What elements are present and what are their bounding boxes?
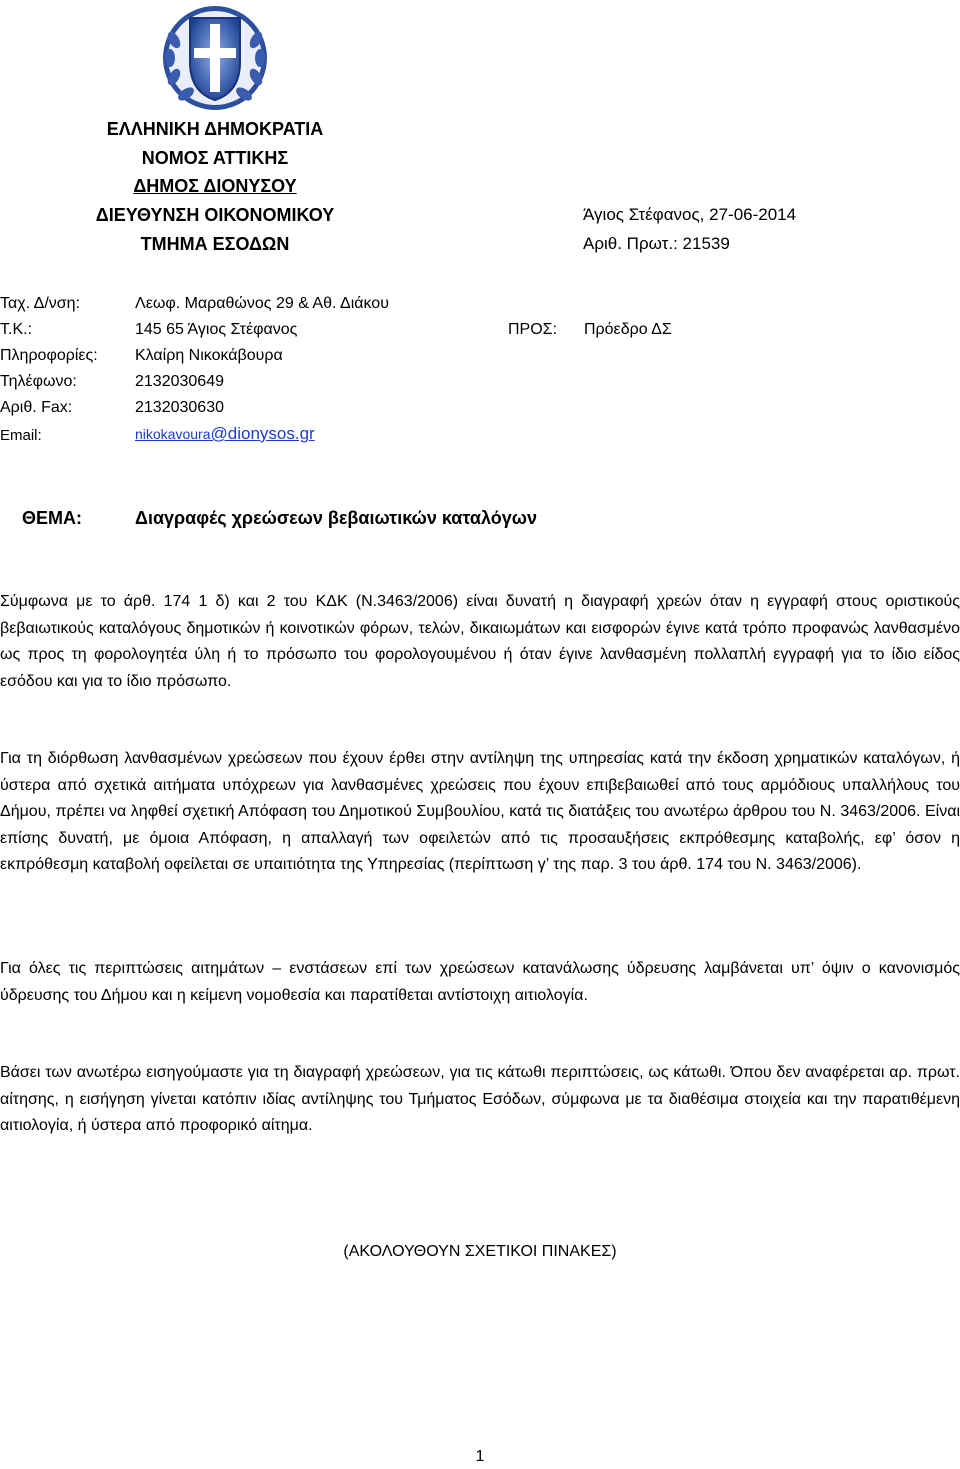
- recipient-label: ΠΡΟΣ:: [508, 321, 558, 338]
- page-number: 1: [475, 1448, 485, 1465]
- address-label: Ταχ. Δ/νση:: [0, 295, 81, 312]
- subject-label: ΘΕΜΑ:: [22, 508, 82, 528]
- protocol-number: Αριθ. Πρωτ.: 21539: [583, 234, 730, 253]
- email-link[interactable]: [135, 421, 315, 447]
- postcode-value: 145 65 Άγιος Στέφανος: [135, 321, 298, 338]
- email-user: nikokavoura: [135, 426, 211, 442]
- body-paragraph-4: Βάσει των ανωτέρω εισηγούμαστε για τη διαγραφή χρεώσεων, για τις κάτωθι περιπτώσεις, ως κάτωθι. Όπου δεν αναφέρεται αρ. πρωτ. αίτησης, η εισήγηση γίνεται κατόπιν ιδίας αντίληψης του Τμήματος Εσόδων, σύμφωνα με τα διαθέσιμα στοιχεία και την παρατιθέμενη αιτιολογία, ή ύστερα από προφορικό αίτημα.: [0, 1064, 960, 1134]
- postcode-label: Τ.Κ.:: [0, 321, 33, 338]
- body-paragraph-2: Για τη διόρθωση λανθασμένων χρεώσεων που έχουν έρθει στην αντίληψη της υπηρεσίας κατά την έκδοση χρηματικών καταλόγων, ή ύστερα από σχετικά αιτήματα υπόχρεων για λανθασμένες χρεώσεις που έχουν επιβεβαιωθεί από τους αρμόδιους υπαλλήλους του Δήμου, πρέπει να ληφθεί σχετική Απόφαση του Δημοτικού Συμβουλίου, κατά τις διατάξεις του ανωτέρω άρθρου του Ν. 3463/2006. Είναι επίσης δυνατή, με όμοια Απόφαση, η απαλλαγή των οφειλετών από τις προσαυξήσεις εκπρόθεσμης καταβολής, εφ’ όσον η εκπρόθεσμη καταβολή οφείλεται σε υπαιτιότητα της Υπηρεσίας (περίπτωση γ’ της παρ. 3 του άρθ. 174 του Ν. 3463/2006).: [0, 750, 960, 873]
- place-date: Άγιος Στέφανος, 27-06-2014: [583, 205, 797, 224]
- phone-value: 2132030649: [135, 373, 224, 390]
- address-value: Λεωφ. Μαραθώνος 29 & Αθ. Διάκου: [135, 295, 389, 312]
- fax-value: 2132030630: [135, 399, 224, 416]
- recipient-value: Πρόεδρο ΔΣ: [584, 321, 672, 338]
- header-department: ΤΜΗΜΑ ΕΣΟΔΩΝ: [140, 234, 290, 254]
- body-paragraph-3: Για όλες τις περιπτώσεις αιτημάτων – ενστάσεων επί των χρεώσεων κατανάλωσης ύδρευσης λαμβάνεται υπ’ όψιν ο κανονισμός ύδρευσης του Δήμου και η κείμενη νομοθεσία και παρατίθεται αντίστοιχη αιτιολογία.: [0, 960, 960, 1004]
- header-municipality: ΔΗΜΟΣ ΔΙΟΝΥΣΟΥ: [133, 176, 297, 196]
- fax-label: Αριθ. Fax:: [0, 399, 73, 416]
- phone-label: Τηλέφωνο:: [0, 373, 77, 390]
- subject-value: Διαγραφές χρεώσεων βεβαιωτικών καταλόγων: [135, 508, 537, 528]
- greek-republic-emblem-icon: [160, 0, 270, 112]
- tables-note: (ΑΚΟΛΟΥΘΟΥΝ ΣΧΕΤΙΚΟΙ ΠΙΝΑΚΕΣ): [343, 1243, 617, 1260]
- email-domain: @dionysos.gr: [210, 424, 315, 443]
- header-republic: ΕΛΛΗΝΙΚΗ ΔΗΜΟΚΡΑΤΙΑ: [106, 119, 324, 139]
- header-directorate: ΔΙΕΥΘΥΝΣΗ ΟΙΚΟΝΟΜΙΚΟΥ: [95, 205, 335, 225]
- contact-label: Πληροφορίες:: [0, 347, 98, 364]
- body-paragraph-1: Σύμφωνα με το άρθ. 174 1 δ) και 2 του ΚΔΚ (Ν.3463/2006) είναι δυνατή η διαγραφή χρεών όταν η εγγραφή στους οριστικούς βεβαιωτικούς καταλόγους δημοτικών ή κοινοτικών φόρων, τελών, δικαιωμάτων και εισφορών έγινε κατά τρόπο προφανώς λανθασμένο ως προς τη φορολογητέα ύλη ή το πρόσωπο του φορολογουμένου ή όταν έγινε λανθασμένη πολλαπλή εγγραφή για το ίδιο είδος εσόδου και για το ίδιο πρόσωπο.: [0, 593, 960, 690]
- contact-value: Κλαίρη Νικοκάβουρα: [135, 347, 283, 364]
- email-label: Email:: [0, 427, 42, 444]
- header-prefecture: ΝΟΜΟΣ ΑΤΤΙΚΗΣ: [141, 148, 289, 168]
